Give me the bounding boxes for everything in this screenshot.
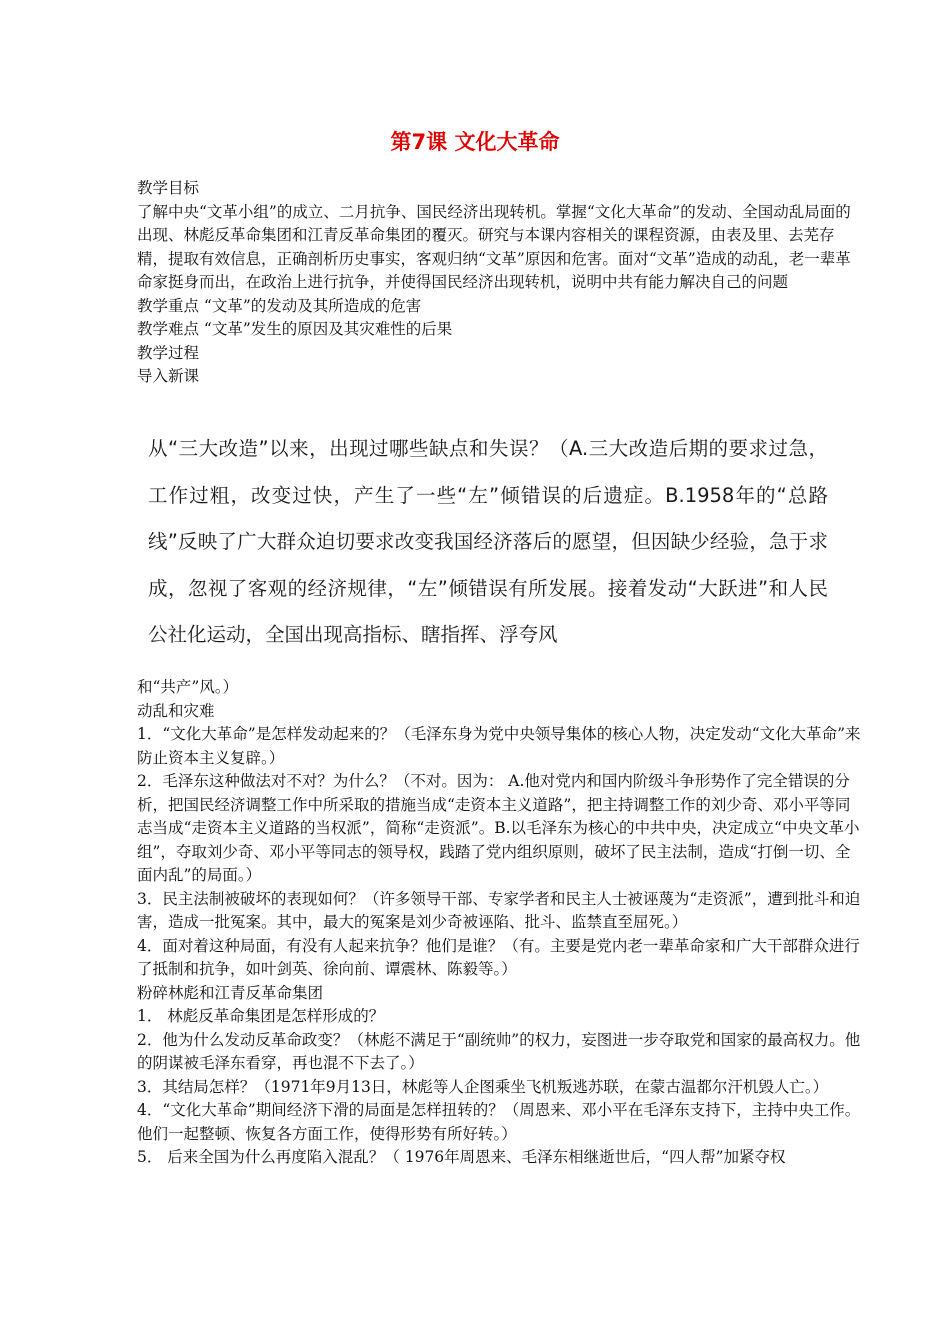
objectives-block <box>137 177 863 389</box>
list-item: 3．民主法制被破坏的表现如何？（许多领导干部、专家学者和民主人士被诬蔑为“走资派”，遭到批斗和迫害，造成一批冤案。其中，最大的冤案是刘少奇被诬陷、批斗、监禁直至屈死。） <box>137 889 861 931</box>
list-item: 4．面对着这种局面，有没有人起来抗争？他们是谁？（有。主要是党内老一辈革命家和广大干部群众进行了抵制和抗争，如叶剑英、徐向前、谭震林、陈毅等。） <box>137 936 860 978</box>
difficult-point: 教学难点 “文革”发生的原因及其灾难性的后果 <box>137 320 453 338</box>
section-heading-crush: 粉碎林彪和江青反革命集团 <box>137 983 324 1002</box>
page-title: 第7课 文化大革命 <box>390 130 560 154</box>
section-heading-turmoil: 动乱和灾难 <box>137 701 215 720</box>
list-item: 2．毛泽东这种做法对不对？为什么？（不对。因为： A.他对党内和国内阶级斗争形势作了完全错误的分析，把国民经济调整工作中所采取的措施当成“走资本主义道路”，把主持调整工作的刘少奇、邓小平等同志当成“走资本主义道路的当权派”，简称“走资派”。B.以毛泽东为核心的中共中央，决定成立“中央文革小组”，夺取刘少奇、邓小平等同志的领导权，践踏了党内组织原则，破坏了民主法制，造成“打倒一切、全面内乱”的局面。） <box>137 772 860 884</box>
key-point: 教学重点 “文革”的发动及其所造成的危害 <box>137 296 422 315</box>
process-label: 教学过程 <box>137 343 200 362</box>
intro-text: 从“三大改造”以来，出现过哪些缺点和失误？（A.三大改造后期的要求过急，工作过粗，改变过快，产生了一些“左”倾错误的后遗症。B.1958年的“总路线”反映了广大群众迫切要求改变我国经济落后的愿望，但因缺少经验，急于求成，忽视了客观的经济规律，“左”倾错误有所发展。接着发动“大跃进”和人民公社化运动，全国出现高指标、瞎指挥、浮夸风 <box>148 437 828 646</box>
objectives-text: 了解中央“文革小组”的成立、二月抗争、国民经济出现转机。掌握“文化大革命”的发动、全国动乱局面的出现、林彪反革命集团和江青反革命集团的覆灭。研究与本课内容相关的课程资源，由表及里、去芜存精，提取有效信息，正确剖析历史事实，客观归纳“文革”原因和危害。面对“文革”造成的动乱，老一辈革命家挺身而出，在政治上进行抗争，并使得国民经济出现转机，说明中共有能力解决自己的问题 <box>137 202 851 291</box>
lesson-body <box>137 676 863 1170</box>
list-item: 5． 后来全国为什么再度陷入混乱？（ 1976年周恩来、毛泽东相继逝世后，“四人帮”加紧夺权 <box>137 1148 786 1166</box>
intro-tail: 和“共产”风。） <box>137 678 239 696</box>
list-item: 4．“文化大革命”期间经济下滑的局面是怎样扭转的？（周恩来、邓小平在毛泽东支持下，主持中央工作。他们一起整顿、恢复各方面工作，使得形势有所好转。） <box>137 1101 861 1143</box>
list-item: 2．他为什么发动反革命政变？（林彪不满足于“副统帅”的权力，妄图进一步夺取党和国家的最高权力。他的阴谋被毛泽东看穿，再也混不下去了。） <box>137 1030 861 1072</box>
list-item: 1．“文化大革命”是怎样发动起来的？（毛泽东身为党中央领导集体的核心人物，决定发动“文化大革命”来防止资本主义复辟。） <box>137 725 861 767</box>
list-item: 3．其结局怎样？（1971年9月13日，林彪等人企图乘坐飞机叛逃苏联，在蒙古温都尔汗机毁人亡。） <box>137 1077 829 1096</box>
objectives-label: 教学目标 <box>137 179 200 197</box>
list-item: 1． 林彪反革命集团是怎样形成的？ <box>137 1007 385 1025</box>
intro-label: 导入新课 <box>137 367 200 385</box>
